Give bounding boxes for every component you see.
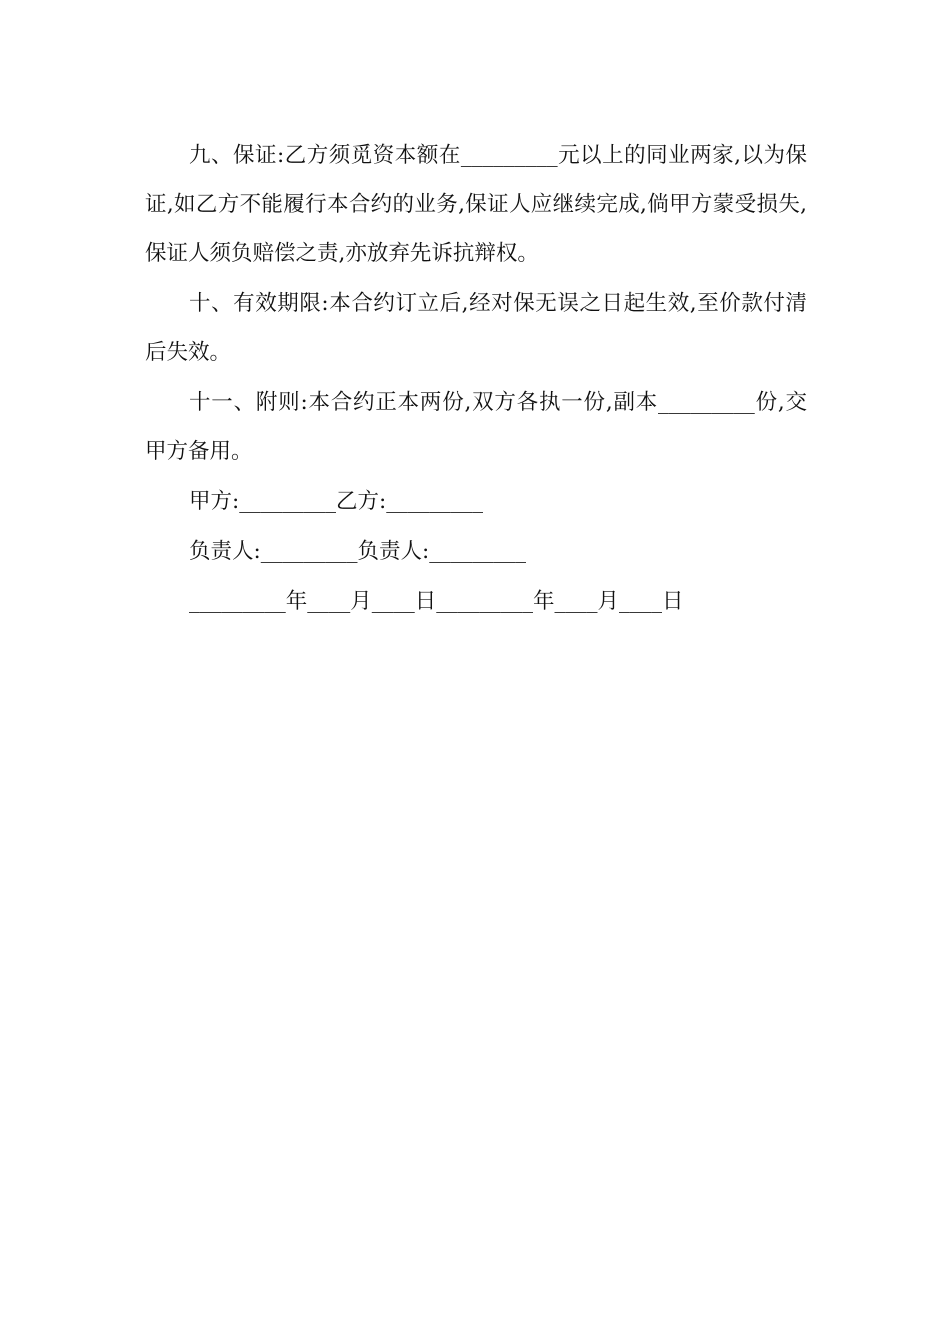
clause-supplementary: 十一、附则:本合约正本两份,双方各执一份,副本_________份,交甲方备用。 bbox=[145, 390, 807, 464]
signature-parties-line: 甲方:_________乙方:_________ bbox=[189, 489, 483, 514]
document-body bbox=[145, 131, 807, 627]
clause-validity-period: 十、有效期限:本合约订立后,经对保无误之日起生效,至价款付清后失效。 bbox=[145, 291, 807, 365]
clause-guarantee: 九、保证:乙方须觅资本额在_________元以上的同业两家,以为保证,如乙方不能履行本合约的业务,保证人应继续完成,倘甲方蒙受损失,保证人须负赔偿之责,亦放弃先诉抗辩权。 bbox=[145, 143, 807, 266]
signature-date-line: _________年____月____日_________年____月____日 bbox=[189, 589, 684, 614]
signature-responsible-line: 负责人:_________负责人:_________ bbox=[189, 539, 526, 564]
